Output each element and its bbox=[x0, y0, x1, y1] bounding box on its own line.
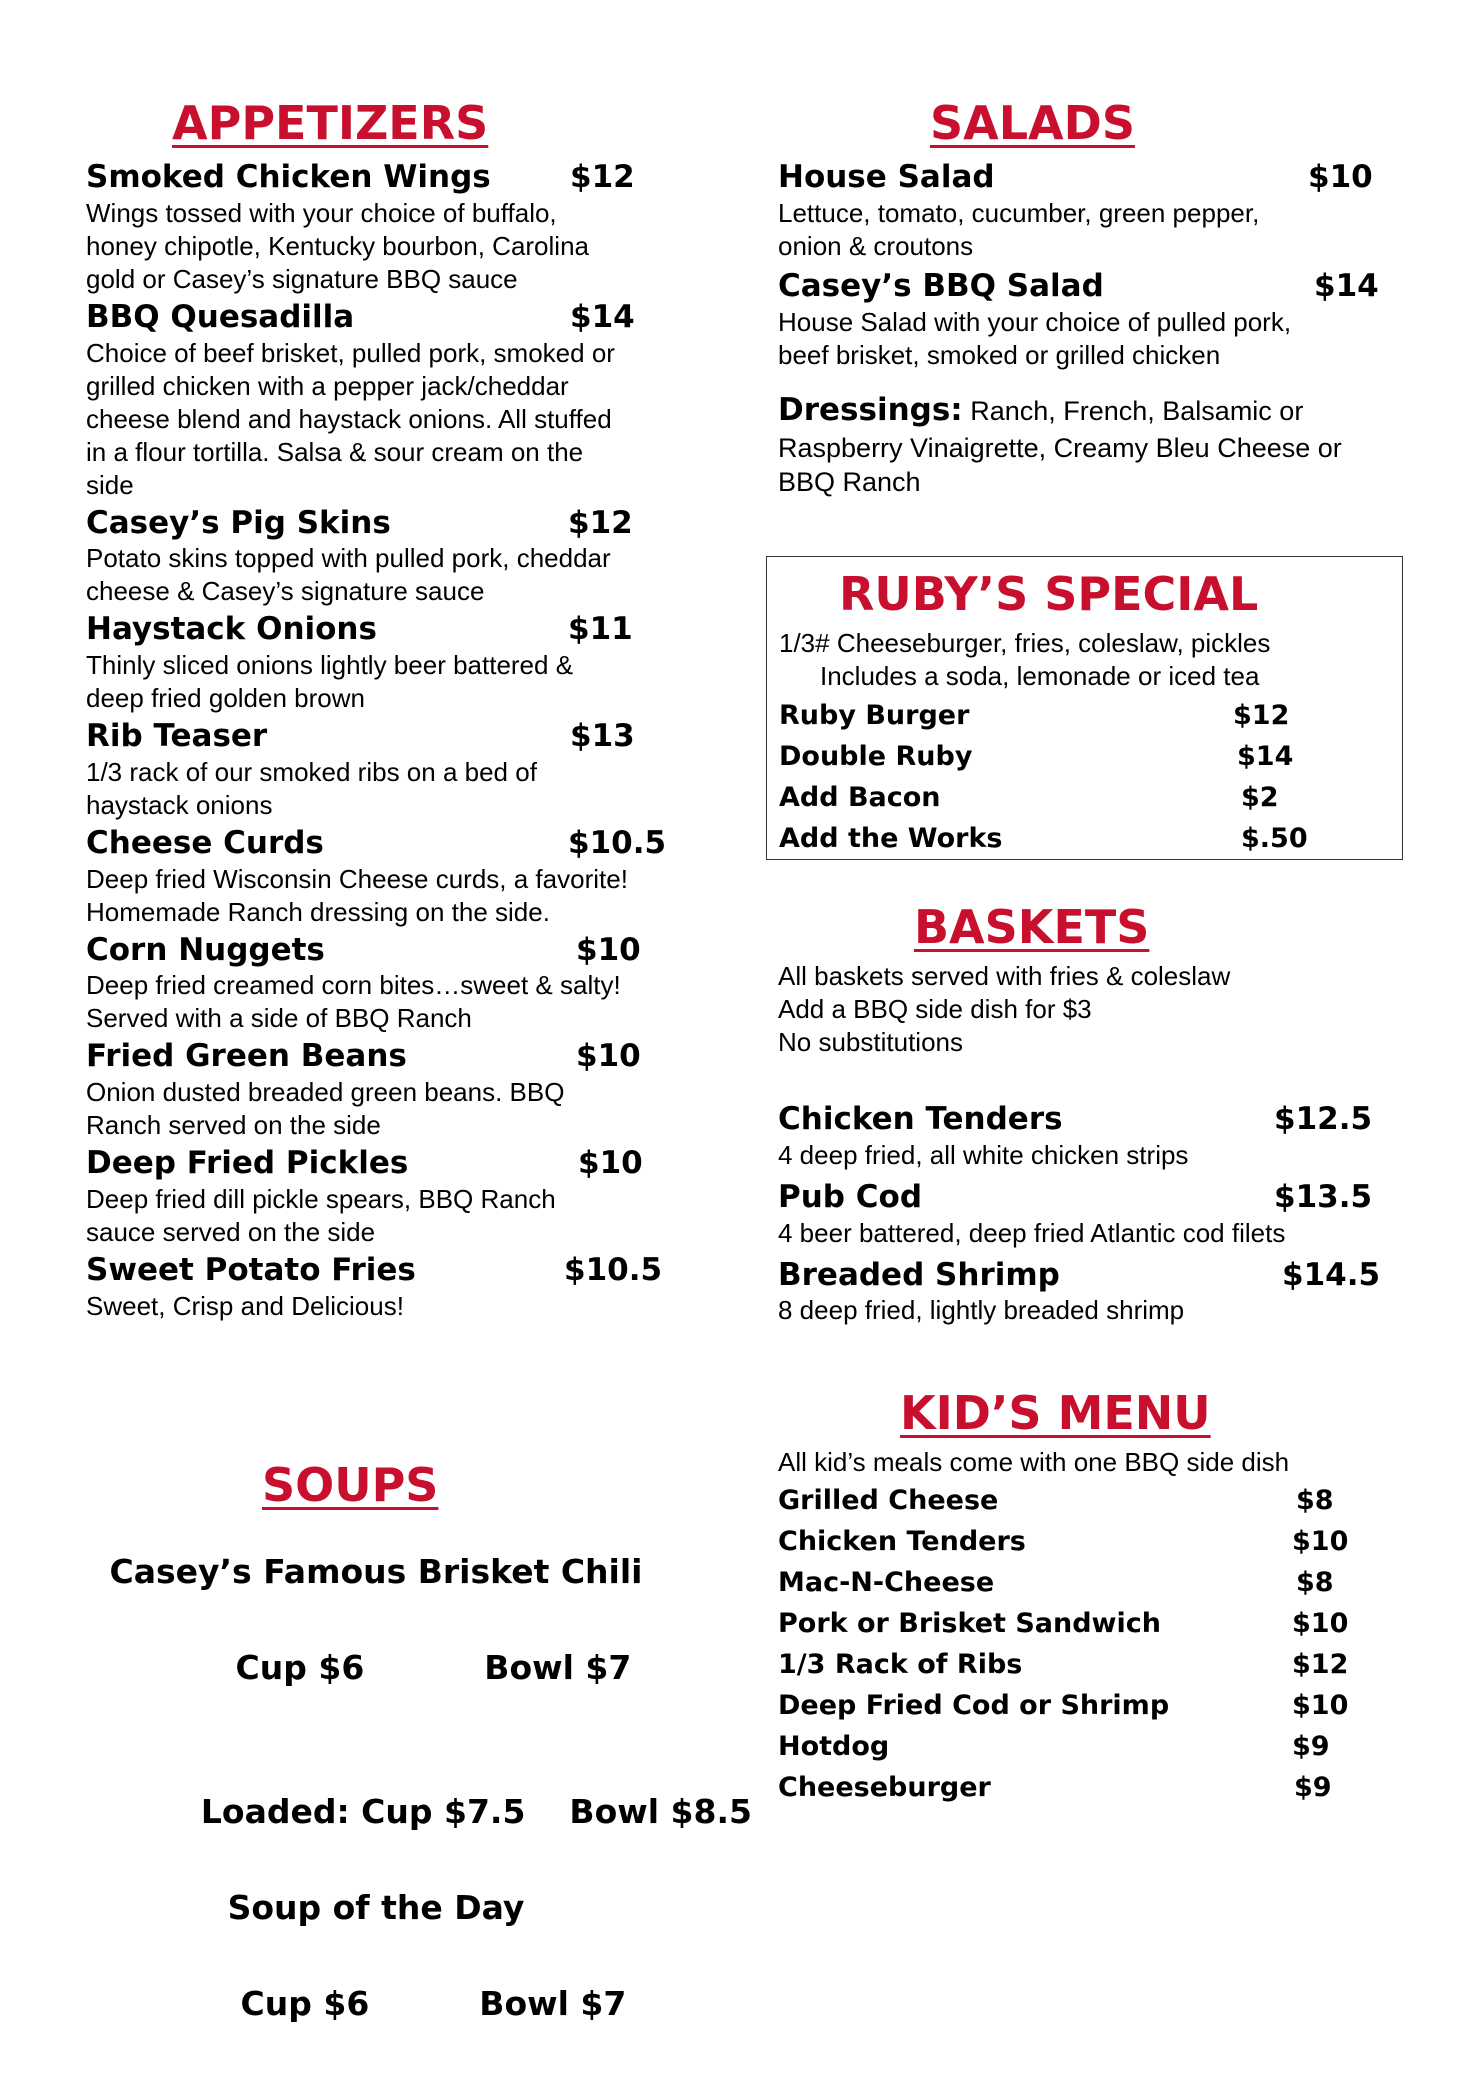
item-name: Add Bacon bbox=[779, 782, 941, 813]
item-description: 1/3 rack of our smoked ribs on a bed of haystack onions bbox=[86, 756, 537, 820]
loaded-prices bbox=[86, 1740, 752, 1884]
item-price: $14 bbox=[570, 298, 635, 335]
chili-name: Casey’s Famous Brisket Chili bbox=[109, 1552, 643, 1591]
item-name: Rib Teaser bbox=[86, 718, 268, 754]
item-price: $12.5 bbox=[1274, 1101, 1373, 1137]
ruby-list bbox=[779, 695, 1379, 859]
item-price: $10 bbox=[1292, 1526, 1349, 1557]
menu-row bbox=[778, 1685, 1378, 1726]
menu-row bbox=[779, 736, 1379, 777]
item-price: $10 bbox=[1308, 159, 1373, 195]
kids-list bbox=[778, 1480, 1378, 1808]
kids-note: All kid’s meals come with one BBQ side dish bbox=[778, 1447, 1290, 1477]
menu-item bbox=[86, 298, 726, 502]
item-price: $12 bbox=[1292, 1649, 1349, 1680]
item-name: Corn Nuggets bbox=[86, 931, 325, 968]
item-name: Add the Works bbox=[779, 823, 1003, 854]
item-name: Smoked Chicken Wings bbox=[86, 159, 491, 195]
day-bowl-price: Bowl $7 bbox=[479, 1984, 627, 2023]
soups-title: SOUPS bbox=[262, 1458, 439, 1512]
item-heading bbox=[86, 1144, 726, 1183]
menu-item bbox=[86, 931, 726, 1036]
item-price: $.50 bbox=[1241, 823, 1308, 854]
item-name: Chicken Tenders bbox=[778, 1526, 1026, 1557]
rubys-special-box bbox=[766, 556, 1403, 860]
loaded-cup-price: Loaded: Cup $7.5 bbox=[200, 1792, 526, 1831]
item-name: Chicken Tenders bbox=[778, 1101, 1063, 1137]
item-price: $10 bbox=[1292, 1608, 1349, 1639]
item-description: Lettuce, tomato, cucumber, green pepper, onion & croutons bbox=[778, 197, 1260, 261]
soup-of-day-prices bbox=[86, 1932, 666, 2076]
item-description: Thinly sliced onions lightly beer battered & deep fried golden brown bbox=[86, 650, 574, 713]
item-name: Haystack Onions bbox=[86, 611, 377, 648]
item-description: House Salad with your choice of pulled pork, beef brisket, smoked or grilled chicken bbox=[778, 306, 1292, 370]
item-heading bbox=[778, 1256, 1398, 1295]
menu-item bbox=[86, 158, 726, 296]
item-heading bbox=[778, 1178, 1398, 1217]
menu-item bbox=[86, 610, 726, 715]
item-price: $14.5 bbox=[1282, 1256, 1381, 1293]
item-name: Deep Fried Cod or Shrimp bbox=[778, 1690, 1170, 1721]
dressings-first-line: Dressings: Ranch, French, Balsamic or bbox=[778, 392, 1304, 428]
item-price: $8 bbox=[1296, 1567, 1334, 1598]
menu-row bbox=[779, 777, 1379, 818]
menu-row bbox=[779, 695, 1379, 736]
menu-row bbox=[778, 1767, 1378, 1808]
item-price: $14 bbox=[1237, 741, 1294, 772]
item-name: Casey’s Pig Skins bbox=[86, 504, 391, 541]
appetizer-list bbox=[86, 158, 726, 1325]
item-description: 4 beer battered, deep fried Atlantic cod filets bbox=[778, 1217, 1286, 1248]
menu-row bbox=[778, 1562, 1378, 1603]
item-description: Deep fried Wisconsin Cheese curds, a favorite! Homemade Ranch dressing on the side. bbox=[86, 863, 628, 927]
item-description: Sweet, Crisp and Delicious! bbox=[86, 1290, 404, 1321]
item-name: Cheeseburger bbox=[778, 1772, 991, 1803]
item-name: Fried Green Beans bbox=[86, 1038, 407, 1075]
chili-bowl-price: Bowl $7 bbox=[484, 1648, 632, 1687]
salad-list bbox=[778, 158, 1398, 376]
item-heading bbox=[86, 158, 726, 197]
dressings-label: Dressings: bbox=[778, 392, 963, 428]
item-description: 8 deep fried, lightly breaded shrimp bbox=[778, 1295, 1185, 1326]
item-name: House Salad bbox=[778, 159, 995, 195]
salads-title: SALADS bbox=[930, 96, 1135, 150]
item-description: Wings tossed with your choice of buffalo, honey chipotle, Kentucky bourbon, Carolina gold or Casey’s signature BBQ sauce bbox=[86, 197, 589, 294]
item-heading bbox=[778, 267, 1398, 306]
basket-list bbox=[778, 1100, 1398, 1333]
item-price: $8 bbox=[1296, 1485, 1334, 1516]
item-heading bbox=[86, 504, 726, 543]
menu-item bbox=[86, 504, 726, 609]
item-name: Grilled Cheese bbox=[778, 1485, 999, 1516]
item-price: $9 bbox=[1292, 1731, 1330, 1762]
menu-item bbox=[86, 717, 726, 822]
item-name: Breaded Shrimp bbox=[778, 1256, 1060, 1293]
item-price: $10.5 bbox=[564, 1251, 663, 1288]
item-name: 1/3 Rack of Ribs bbox=[778, 1649, 1023, 1680]
day-cup-price: Cup $6 bbox=[240, 1984, 370, 2023]
item-heading bbox=[86, 610, 726, 649]
item-price: $13.5 bbox=[1274, 1178, 1373, 1215]
item-price: $10.5 bbox=[568, 824, 667, 861]
item-heading bbox=[778, 158, 1398, 197]
item-description: Onion dusted breaded green beans. BBQ Ranch served on the side bbox=[86, 1077, 565, 1140]
item-heading bbox=[86, 1037, 726, 1076]
menu-row bbox=[778, 1521, 1378, 1562]
baskets-title: BASKETS bbox=[914, 900, 1150, 954]
item-name: Mac-N-Cheese bbox=[778, 1567, 995, 1598]
menu-row bbox=[779, 818, 1379, 859]
item-price: $14 bbox=[1314, 267, 1379, 304]
item-description: Choice of beef brisket, pulled pork, smoked or grilled chicken with a pepper jack/cheddar cheese blend and haystack onions. All stuffed in a flour tortilla. Salsa & sour cream on the side bbox=[86, 337, 615, 500]
item-name: Pork or Brisket Sandwich bbox=[778, 1608, 1161, 1639]
item-description: Deep fried dill pickle spears, BBQ Ranch sauce served on the side bbox=[86, 1183, 556, 1247]
appetizers-title: APPETIZERS bbox=[172, 96, 489, 150]
rubys-special-title: RUBY’S SPECIAL bbox=[839, 567, 1259, 621]
item-description: Potato skins topped with pulled pork, cheddar cheese & Casey’s signature sauce bbox=[86, 543, 611, 607]
item-price: $10 bbox=[576, 1038, 641, 1075]
item-name: BBQ Quesadilla bbox=[86, 298, 355, 335]
menu-item bbox=[86, 1037, 726, 1142]
item-description: Deep fried creamed corn bites…sweet & salty! Served with a side of BBQ Ranch bbox=[86, 970, 621, 1034]
item-heading bbox=[86, 717, 726, 756]
menu-item bbox=[778, 1256, 1398, 1328]
item-price: $12 bbox=[568, 504, 633, 541]
ruby-line-1: 1/3# Cheeseburger, fries, coleslaw, pickles bbox=[779, 628, 1271, 658]
menu-row bbox=[778, 1644, 1378, 1685]
menu-row bbox=[778, 1726, 1378, 1767]
chili-prices bbox=[86, 1596, 666, 1740]
menu-row bbox=[778, 1480, 1378, 1521]
item-heading bbox=[86, 1251, 726, 1290]
item-price: $12 bbox=[570, 159, 635, 195]
item-name: Hotdog bbox=[778, 1731, 890, 1762]
dressings-options: Raspberry Vinaigrette, Creamy Bleu Cheese or BBQ Ranch bbox=[778, 433, 1342, 497]
menu-item bbox=[86, 1144, 726, 1249]
menu-item bbox=[778, 1100, 1398, 1172]
baskets-note: All baskets served with fries & coleslaw Add a BBQ side dish for $3 No substitutions bbox=[778, 961, 1231, 1057]
menu-item bbox=[778, 1178, 1398, 1250]
item-price: $12 bbox=[1233, 700, 1290, 731]
soup-of-day: Soup of the Day bbox=[227, 1888, 525, 1927]
loaded-bowl-price: Bowl $8.5 bbox=[569, 1792, 752, 1831]
item-heading bbox=[86, 824, 726, 863]
item-name: Cheese Curds bbox=[86, 824, 324, 861]
item-price: $13 bbox=[570, 718, 635, 754]
item-heading bbox=[86, 931, 726, 970]
dressings bbox=[778, 390, 1418, 499]
item-name: Pub Cod bbox=[778, 1178, 923, 1215]
item-price: $2 bbox=[1241, 782, 1279, 813]
kids-menu-title: KID’S MENU bbox=[900, 1386, 1211, 1440]
item-price: $10 bbox=[576, 931, 641, 968]
item-name: Ruby Burger bbox=[779, 700, 970, 731]
item-price: $10 bbox=[1292, 1690, 1349, 1721]
item-heading bbox=[86, 298, 726, 337]
item-description: 4 deep fried, all white chicken strips bbox=[778, 1139, 1189, 1170]
item-price: $11 bbox=[568, 611, 633, 648]
item-name: Sweet Potato Fries bbox=[86, 1251, 416, 1288]
chili-cup-price: Cup $6 bbox=[235, 1648, 365, 1687]
menu-row bbox=[778, 1603, 1378, 1644]
item-name: Double Ruby bbox=[779, 741, 973, 772]
item-price: $9 bbox=[1294, 1772, 1332, 1803]
item-heading bbox=[778, 1100, 1398, 1139]
menu-item bbox=[86, 1251, 726, 1323]
item-name: Deep Fried Pickles bbox=[86, 1145, 409, 1181]
ruby-line-2: Includes a soda, lemonade or iced tea bbox=[820, 661, 1260, 691]
item-price: $10 bbox=[578, 1145, 643, 1181]
item-name: Casey’s BBQ Salad bbox=[778, 267, 1104, 304]
menu-item bbox=[86, 824, 726, 929]
menu-item bbox=[778, 158, 1398, 263]
menu-item bbox=[778, 267, 1398, 372]
